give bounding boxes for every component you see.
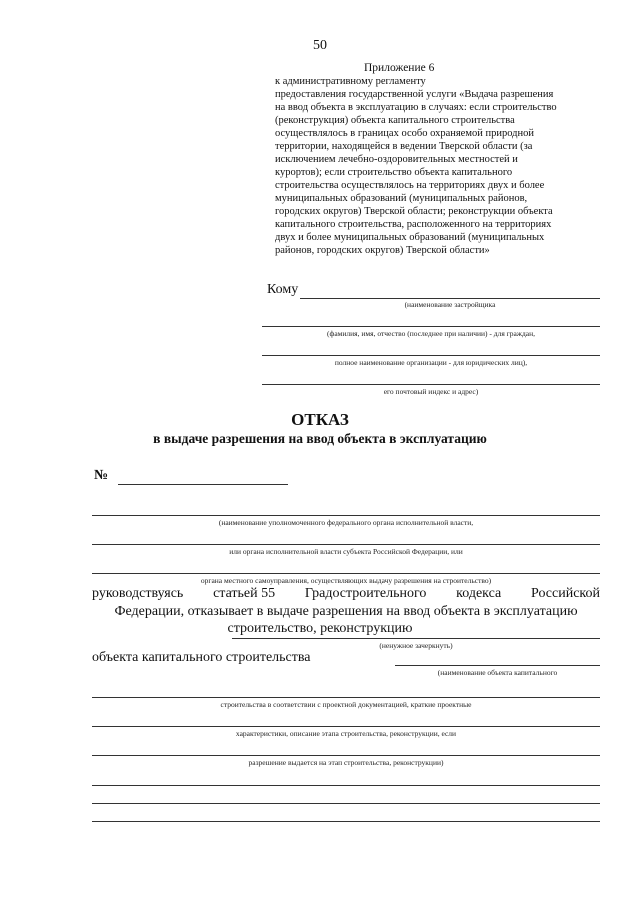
document-subtitle: в выдаче разрешения на ввод объекта в эксплуатацию bbox=[153, 431, 487, 446]
body-word: кодекса bbox=[456, 586, 502, 601]
appendix-line: предоставления государственной услуги «Выдача разрешения bbox=[275, 89, 554, 100]
recipient-org-line[interactable] bbox=[262, 355, 600, 356]
appendix-line: исключением лечебно-оздоровительных местностей и bbox=[275, 154, 518, 165]
object-caption: разрешение выдается на этап строительства, реконструкции) bbox=[248, 758, 444, 767]
authority-caption: (наименование уполномоченного федерального органа исполнительной власти, bbox=[218, 518, 474, 527]
body-word: статьей 55 bbox=[213, 586, 276, 601]
authority-caption: или органа исполнительной власти субъекта Российской Федерации, или bbox=[229, 547, 463, 556]
authority-caption: органа местного самоуправления, осуществляющих выдачу разрешения на строительство) bbox=[200, 576, 492, 585]
recipient-fio-line[interactable] bbox=[262, 326, 600, 327]
appendix-line: (реконструкция) объекта капитального строительства bbox=[275, 115, 515, 126]
recipient-name-line[interactable] bbox=[300, 298, 600, 299]
object-name-line[interactable] bbox=[395, 665, 600, 666]
object-line[interactable] bbox=[92, 697, 600, 698]
page-number: 50 bbox=[313, 38, 327, 53]
appendix-line: курортов); если строительство объекта капитального bbox=[275, 167, 513, 178]
object-caption: строительства в соответствии с проектной документацией, краткие проектные bbox=[220, 700, 472, 709]
authority-line[interactable] bbox=[92, 544, 600, 545]
object-line[interactable] bbox=[92, 755, 600, 756]
object-label: объекта капитального строительства bbox=[92, 650, 311, 665]
appendix-line: районов, городских округов) Тверской области» bbox=[275, 245, 490, 256]
object-line[interactable] bbox=[92, 726, 600, 727]
recipient-caption: его почтовый индекс и адрес) bbox=[383, 387, 479, 396]
recipient-caption: (фамилия, имя, отчество (последнее при наличии) - для граждан, bbox=[326, 329, 536, 338]
appendix-line: к административному регламенту bbox=[275, 76, 426, 87]
number-label: № bbox=[94, 468, 109, 483]
blank-line[interactable] bbox=[92, 785, 600, 786]
appendix-line: осуществлялось в границах особо охраняемой природной bbox=[275, 128, 534, 139]
body-word: руководствуясь bbox=[92, 586, 184, 601]
appendix-line: двух и более муниципальных образований (муниципальных bbox=[275, 232, 545, 243]
body-line-1 bbox=[92, 586, 600, 602]
appendix-line: капитального строительства, расположенного на территориях bbox=[275, 219, 552, 230]
body-word: Градостроительного bbox=[304, 586, 427, 601]
recipient-caption: (наименование застройщика bbox=[404, 300, 496, 309]
appendix-line: муниципальных образований (муниципальных районов, bbox=[275, 193, 528, 204]
construction-type: строительство, реконструкцию bbox=[227, 621, 413, 636]
body-line-2: Федерации, отказывает в выдаче разрешения на ввод объекта в эксплуатацию bbox=[114, 604, 578, 619]
authority-line[interactable] bbox=[92, 515, 600, 516]
blank-line[interactable] bbox=[92, 821, 600, 822]
number-line[interactable] bbox=[118, 484, 288, 485]
authority-line[interactable] bbox=[92, 573, 600, 574]
blank-line[interactable] bbox=[92, 803, 600, 804]
appendix-title: Приложение 6 bbox=[364, 62, 435, 74]
object-caption: (наименование объекта капитального bbox=[437, 668, 558, 677]
recipient-label: Кому bbox=[267, 282, 299, 297]
object-caption: характеристики, описание этапа строительства, реконструкции, если bbox=[235, 729, 457, 738]
appendix-text bbox=[275, 75, 605, 257]
recipient-address-line[interactable] bbox=[262, 384, 600, 385]
appendix-line: строительства осуществлялось на территориях двух и более bbox=[275, 180, 545, 191]
recipient-caption: полное наименование организации - для юридических лиц), bbox=[334, 358, 528, 367]
construction-type-caption: (ненужное зачеркнуть) bbox=[379, 641, 453, 650]
appendix-line: на ввод объекта в эксплуатацию в случаях: если строительство bbox=[275, 102, 557, 113]
appendix-line: территории, находящейся в ведении Тверской области (за bbox=[275, 141, 533, 152]
appendix-line: городских округов) Тверской области; реконструкции объекта bbox=[275, 206, 553, 217]
document-title: ОТКАЗ bbox=[291, 410, 349, 429]
body-word: Российской bbox=[531, 586, 600, 601]
construction-type-line[interactable] bbox=[232, 638, 600, 639]
